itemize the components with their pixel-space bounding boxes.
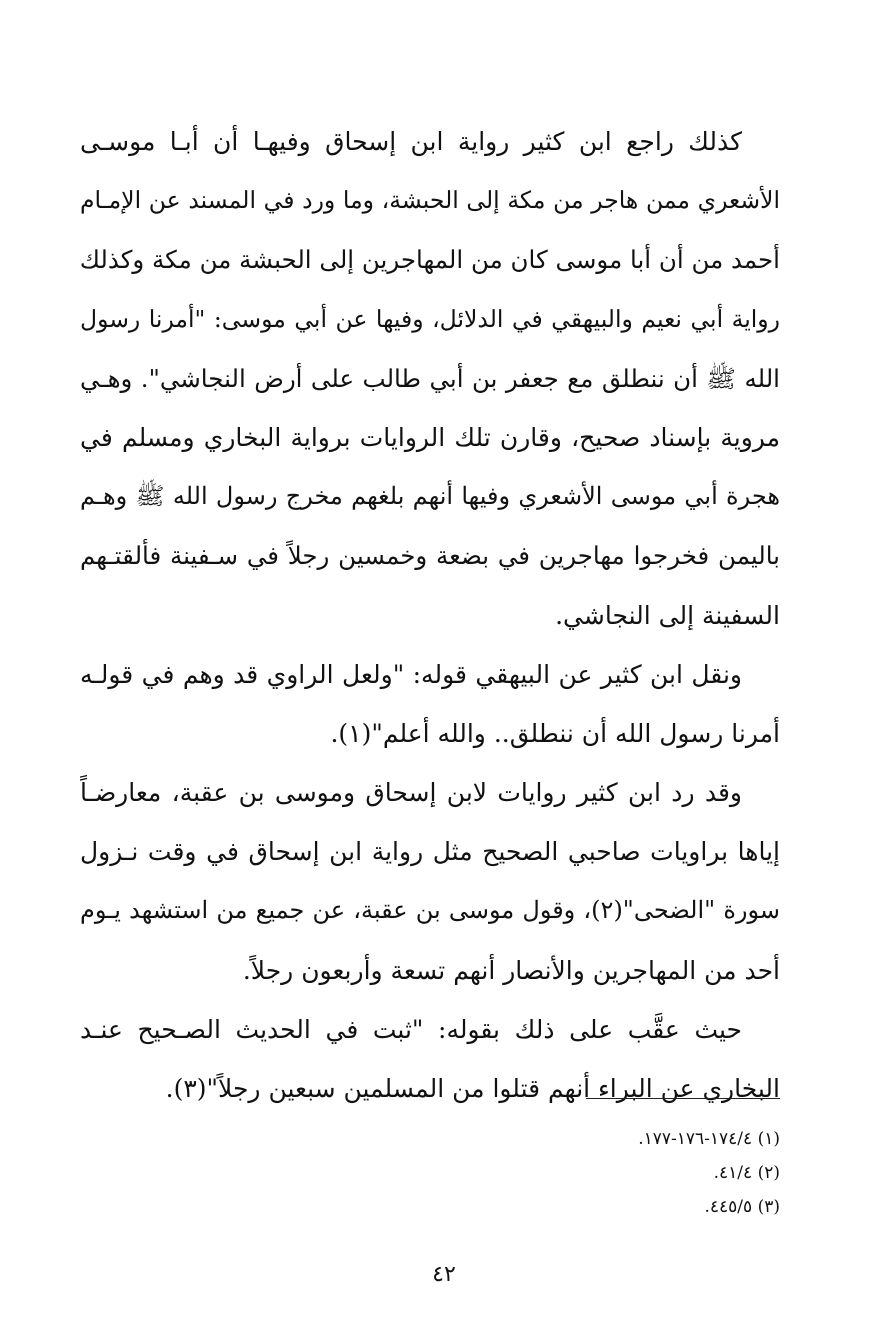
text-line: أحمد من أن أبا موسى كان من المهاجرين إلى الحبشة من مكة وكذلك <box>80 245 780 275</box>
text-line: باليمن فخرجوا مهاجرين في بضعة وخمسين رجلاً في سـفينة فألقتـهم <box>80 541 780 571</box>
text-line: ونقل ابن كثير عن البيهقي قوله: "ولعل الراوي قد وهم في قولـه <box>80 659 742 689</box>
text-line: البخاري عن البراء أنهم قتلوا من المسلمين سبعين رجلاً"(٣). <box>165 1074 780 1103</box>
text-line: مروية بإسناد صحيح، وقارن تلك الروايات برواية البخاري ومسلم في <box>80 422 780 452</box>
footnote: (١) ١٧٤/٤-١٧٦-١٧٧. <box>638 1129 780 1149</box>
text-line: هجرة أبي موسى الأشعري وفيها أنهم بلغهم مخرج رسول الله ﷺ وهـم <box>80 482 780 511</box>
body-text <box>80 112 780 1118</box>
text-line: السفينة إلى النجاشي. <box>555 600 780 630</box>
text-line: وقد رد ابن كثير روايات لابن إسحاق وموسى بن عقبة، معارضـاً <box>80 778 742 808</box>
footnote-divider <box>586 1098 780 1099</box>
text-line: أحد من المهاجرين والأنصار أنهم تسعة وأربعون رجلاً. <box>242 955 780 985</box>
footnote: (٢) ٤١/٤. <box>713 1163 780 1183</box>
text-line: سورة "الضحى"(٢)، وقول موسى بن عقبة، عن جميع من استشهد يـوم <box>80 896 780 925</box>
text-line: أمرنا رسول الله أن ننطلق.. والله أعلم"(١). <box>330 718 780 748</box>
footnote: (٣) ٤٤٥/٥. <box>704 1197 780 1217</box>
text-line: إياها براويات صاحبي الصحيح مثل رواية ابن إسحاق في وقت نـزول <box>80 837 780 867</box>
text-line: كذلك راجع ابن كثير رواية ابن إسحاق وفيهـا أن أبـا موسـى <box>80 127 742 156</box>
footnotes <box>380 1122 780 1224</box>
page-number: ٤٢ <box>432 1262 456 1287</box>
text-line: رواية أبي نعيم والبيهقي في الدلائل، وفيها عن أبي موسى: "أمرنا رسول <box>80 304 780 333</box>
text-line: حيث عقَّب على ذلك بقوله: "ثبت في الحديث الصـحيح عنـد <box>80 1014 742 1044</box>
text-line: الأشعري ممن هاجر من مكة إلى الحبشة، وما ورد في المسند عن الإمـام <box>80 186 780 215</box>
text-line: الله ﷺ أن ننطلق مع جعفر بن أبي طالب على أرض النجاشي". وهـي <box>80 363 780 393</box>
